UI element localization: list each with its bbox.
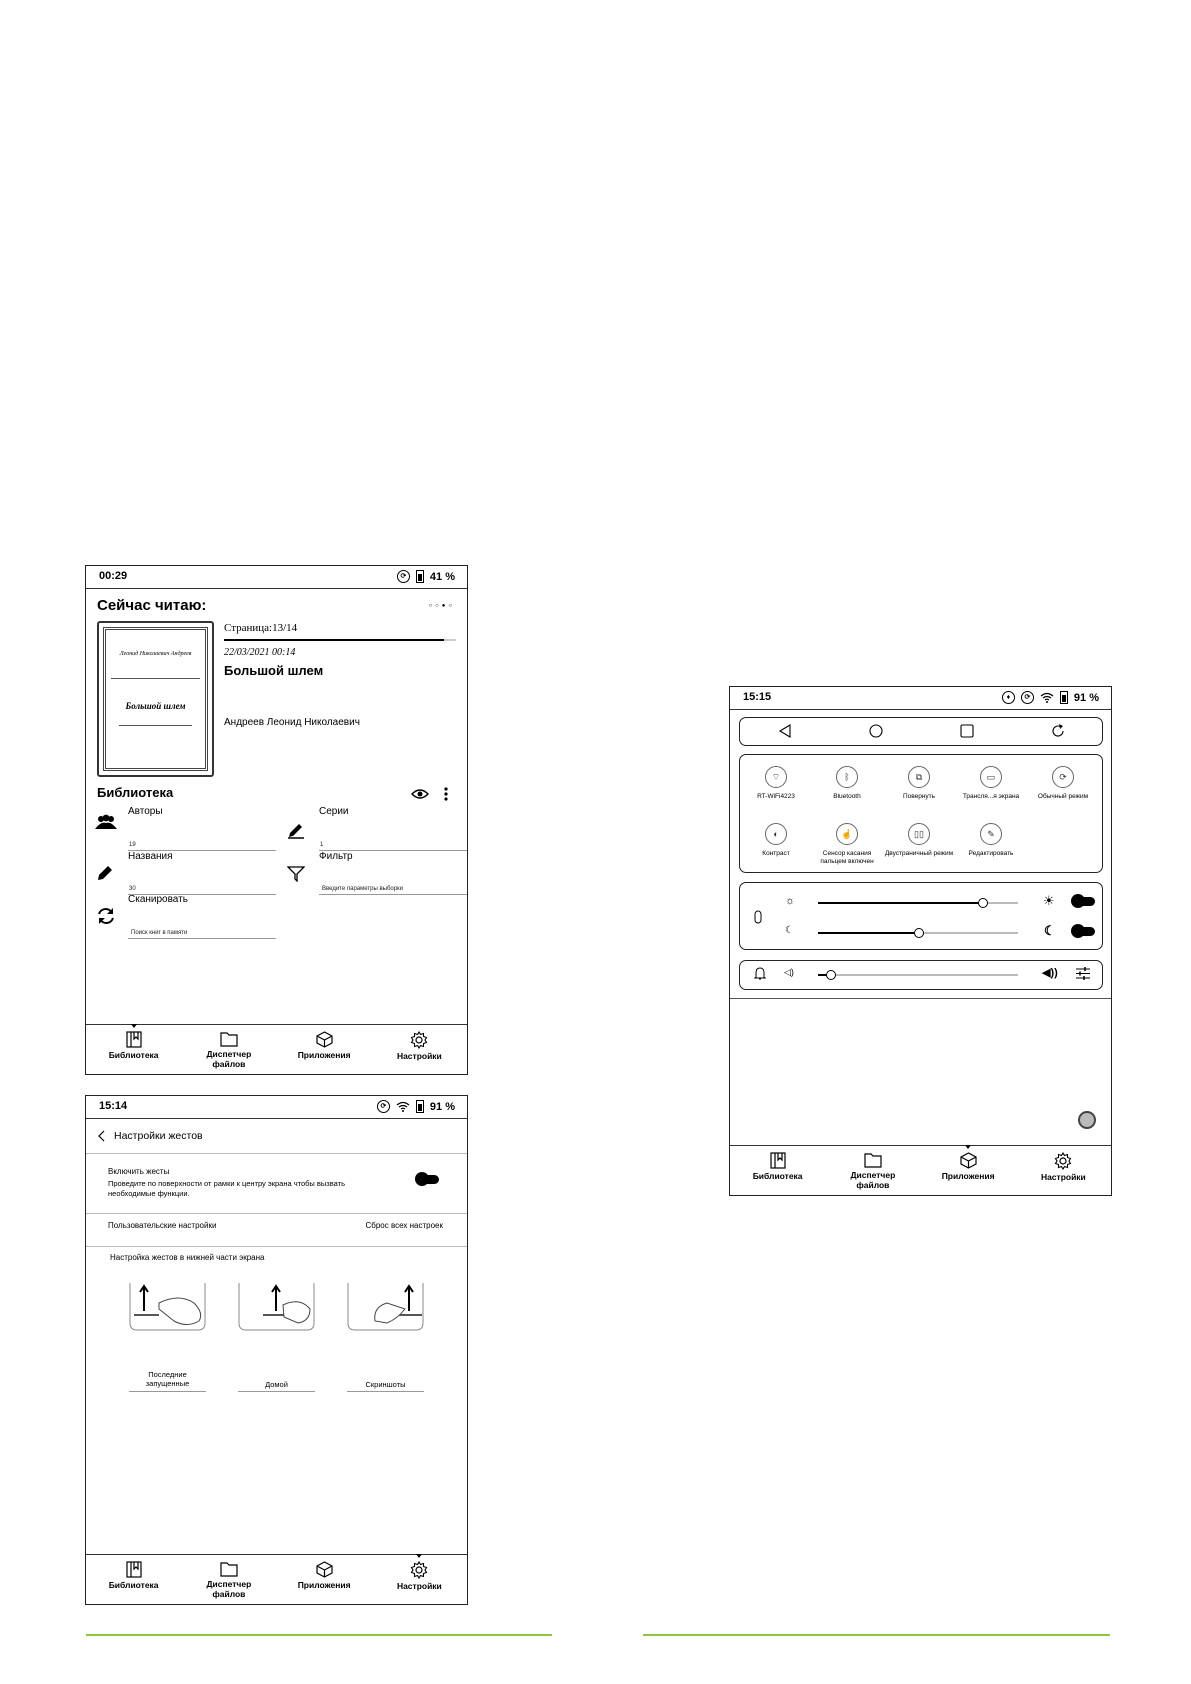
status-bar (730, 687, 1111, 710)
sun-large-icon: ☀ (1043, 893, 1055, 908)
gesture-home-label: Домой (265, 1380, 288, 1389)
book-date: 22/03/2021 00:14 (224, 647, 296, 658)
nav-settings[interactable] (1016, 1146, 1111, 1195)
warm-light-slider[interactable] (818, 902, 1018, 904)
floating-action-button[interactable] (1078, 1111, 1096, 1129)
book-icon (770, 1152, 786, 1169)
wifi-icon: ⌔ (765, 766, 787, 788)
cube-icon (316, 1561, 333, 1578)
nav-label: Библиотека (108, 1050, 159, 1060)
refresh-icon[interactable] (1051, 724, 1065, 738)
footer-rule-right (643, 1634, 1110, 1636)
cube-icon (316, 1031, 333, 1048)
contrast-icon: ◐ (765, 823, 787, 845)
nav-label: Библиотека (108, 1580, 159, 1590)
page-dots[interactable]: ○○●○ (428, 603, 455, 609)
footer-rule-left (86, 1634, 552, 1636)
nav-label: Диспетчер файлов (206, 1579, 252, 1599)
system-nav-bar (739, 717, 1103, 746)
wifi-icon (396, 1101, 410, 1112)
status-time: 00:29 (99, 570, 128, 582)
nav-file-manager[interactable] (181, 1555, 276, 1604)
qs-wifi[interactable] (741, 766, 811, 801)
cold-light-slider[interactable] (818, 932, 1018, 934)
qs-dual-page[interactable] (884, 823, 954, 858)
cast-icon: ▭ (980, 766, 1002, 788)
nav-label: Настройки (1040, 1172, 1086, 1182)
bottom-nav (730, 1145, 1111, 1195)
equalizer-icon[interactable] (1076, 967, 1090, 980)
cover-title: Большой шлем (125, 701, 186, 711)
now-reading-title: Сейчас читаю: (97, 597, 207, 614)
bell-icon[interactable] (754, 967, 766, 981)
sync-icon: ⟳ (397, 570, 410, 583)
qs-touch-sensor[interactable] (812, 823, 882, 866)
gear-icon (410, 1031, 428, 1049)
sync-icon: ⟳ (377, 1100, 390, 1113)
wifi-icon (1040, 692, 1054, 703)
rotate-icon: ⧉ (908, 766, 930, 788)
book-page: Страница:13/14 (224, 622, 298, 634)
book-author: Андреев Леонид Николаевич (224, 717, 360, 728)
book-cover[interactable] (97, 621, 214, 777)
status-time: 15:14 (99, 1100, 128, 1112)
library-screen (85, 565, 468, 1075)
dual-page-icon: ▯▯ (908, 823, 930, 845)
nav-library[interactable] (730, 1146, 825, 1195)
link-icon[interactable] (754, 910, 762, 924)
qs-label: Повернуть (902, 793, 936, 800)
pencil-icon: ✎ (980, 823, 1002, 845)
user-settings-link[interactable]: Пользовательские настройки (108, 1221, 217, 1230)
enable-gestures-toggle[interactable] (417, 1175, 439, 1184)
qs-label: Контраст (762, 850, 790, 857)
volume-low-icon: ◁) (784, 967, 794, 977)
battery-level: 91 % (429, 1100, 455, 1113)
authors-icon (95, 814, 117, 830)
qs-rotate[interactable] (884, 766, 954, 801)
enable-gestures-desc: Проведите по поверхности от рамки к центру экрана чтобы вызвать необходимые функции. (108, 1179, 345, 1198)
gear-icon (410, 1561, 428, 1579)
series-label[interactable]: Серии (319, 806, 349, 817)
qs-label: RT-WiFi4223 (757, 793, 795, 800)
gesture-recent-label: Последние запущенные (145, 1370, 190, 1388)
battery-icon (416, 570, 424, 583)
page-title: Настройки жестов (114, 1130, 203, 1142)
bottom-gestures-heading: Настройка жестов в нижней части экрана (110, 1253, 265, 1262)
gesture-settings-screen (85, 1095, 468, 1605)
bulb-icon: ♦ (1002, 691, 1015, 704)
gesture-home-illustration[interactable] (238, 1283, 315, 1333)
back-chevron-icon[interactable] (97, 1130, 105, 1142)
filter-icon (287, 866, 305, 882)
bottom-nav (86, 1554, 467, 1604)
quick-toggles-panel (739, 754, 1103, 873)
eye-icon[interactable] (411, 788, 429, 800)
status-bar (86, 1096, 467, 1119)
battery-level: 91 % (1073, 691, 1099, 704)
book-icon (126, 1031, 142, 1048)
battery-level: 41 % (429, 570, 455, 583)
cube-icon (960, 1152, 977, 1169)
qs-bluetooth[interactable] (812, 766, 882, 801)
nav-apps[interactable] (277, 1025, 372, 1074)
filter-label[interactable]: Фильтр (319, 851, 353, 862)
qs-edit[interactable] (956, 823, 1026, 858)
titles-icon (96, 864, 114, 882)
battery-icon (1060, 691, 1068, 704)
folder-icon (864, 1152, 882, 1168)
nav-apps[interactable] (921, 1146, 1016, 1195)
nav-apps[interactable] (277, 1555, 372, 1604)
qs-label: Обычный режим (1037, 793, 1089, 800)
gesture-screenshot-label: Скриншоты (365, 1380, 406, 1389)
bottom-nav (86, 1024, 467, 1074)
titles-count: 30 (129, 886, 136, 892)
series-icon (287, 821, 305, 839)
filter-placeholder: Введите параметры выборки (322, 886, 404, 892)
gesture-recent-illustration[interactable] (129, 1283, 206, 1333)
bluetooth-icon: ᛒ (836, 766, 858, 788)
nav-label: Приложения (297, 1050, 351, 1060)
authors-label[interactable]: Авторы (128, 806, 163, 817)
book-title[interactable]: Большой шлем (224, 663, 324, 678)
qs-contrast[interactable] (741, 823, 811, 858)
nav-label: Диспетчер файлов (206, 1049, 252, 1069)
authors-count: 19 (129, 842, 136, 848)
enable-gestures-label: Включить жесты (108, 1167, 170, 1176)
nav-file-manager[interactable] (181, 1025, 276, 1074)
nav-settings[interactable] (372, 1555, 467, 1604)
volume-panel (739, 960, 1103, 990)
titles-label[interactable]: Названия (128, 851, 173, 862)
sync-icon: ⟳ (1021, 691, 1034, 704)
cold-light-toggle[interactable] (1073, 927, 1095, 936)
refresh-mode-icon: ⟳ (1052, 766, 1074, 788)
brightness-panel (739, 882, 1103, 950)
folder-icon (220, 1561, 238, 1577)
quick-settings-screen (729, 686, 1112, 1196)
qs-label: Трансля...я экрана (962, 793, 1020, 800)
status-bar (86, 566, 467, 589)
qs-label: Сенсор касания пальцем включен (820, 850, 874, 865)
nav-label: Настройки (396, 1051, 442, 1061)
status-time: 15:15 (743, 691, 772, 703)
scan-hint: Поиск книг в памяти (131, 930, 188, 936)
back-triangle-icon[interactable] (778, 724, 792, 738)
sun-small-icon: ☼ (785, 895, 796, 907)
more-menu-icon[interactable] (443, 786, 449, 802)
volume-high-icon: ◀)) (1042, 967, 1058, 979)
reading-progress (224, 639, 456, 641)
moon-small-icon: ☾ (785, 925, 794, 936)
nav-label: Приложения (941, 1171, 995, 1181)
nav-settings[interactable] (372, 1025, 467, 1074)
moon-large-icon: ☾ (1044, 923, 1056, 938)
reset-all-link[interactable]: Сброс всех настроек (365, 1221, 443, 1230)
home-circle-icon[interactable] (869, 724, 883, 738)
nav-file-manager[interactable] (825, 1146, 920, 1195)
battery-icon (416, 1100, 424, 1113)
book-icon (126, 1561, 142, 1578)
scan-refresh-icon (96, 906, 116, 926)
nav-library[interactable] (86, 1555, 181, 1604)
qs-normal-mode[interactable] (1028, 766, 1098, 801)
nav-label: Диспетчер файлов (850, 1170, 896, 1190)
qs-cast[interactable] (956, 766, 1026, 801)
series-count: 1 (320, 842, 324, 848)
library-title: Библиотека (97, 785, 174, 800)
scan-label[interactable]: Сканировать (128, 894, 188, 905)
qs-label: Bluetooth (833, 793, 861, 800)
cover-author: Леонид Николаевич Андреев (119, 651, 192, 657)
hand-touch-icon: ☝ (836, 823, 858, 845)
nav-label: Приложения (297, 1580, 351, 1590)
nav-label: Настройки (396, 1581, 442, 1591)
nav-library[interactable] (86, 1025, 181, 1074)
recent-square-icon[interactable] (960, 724, 974, 738)
qs-label: Редактировать (968, 850, 1014, 857)
gear-icon (1054, 1152, 1072, 1170)
warm-light-toggle[interactable] (1073, 897, 1095, 906)
qs-label: Двустраничный режим (884, 850, 954, 857)
nav-label: Библиотека (752, 1171, 803, 1181)
volume-slider[interactable] (818, 974, 1018, 976)
gesture-screenshot-illustration[interactable] (347, 1283, 424, 1333)
folder-icon (220, 1031, 238, 1047)
